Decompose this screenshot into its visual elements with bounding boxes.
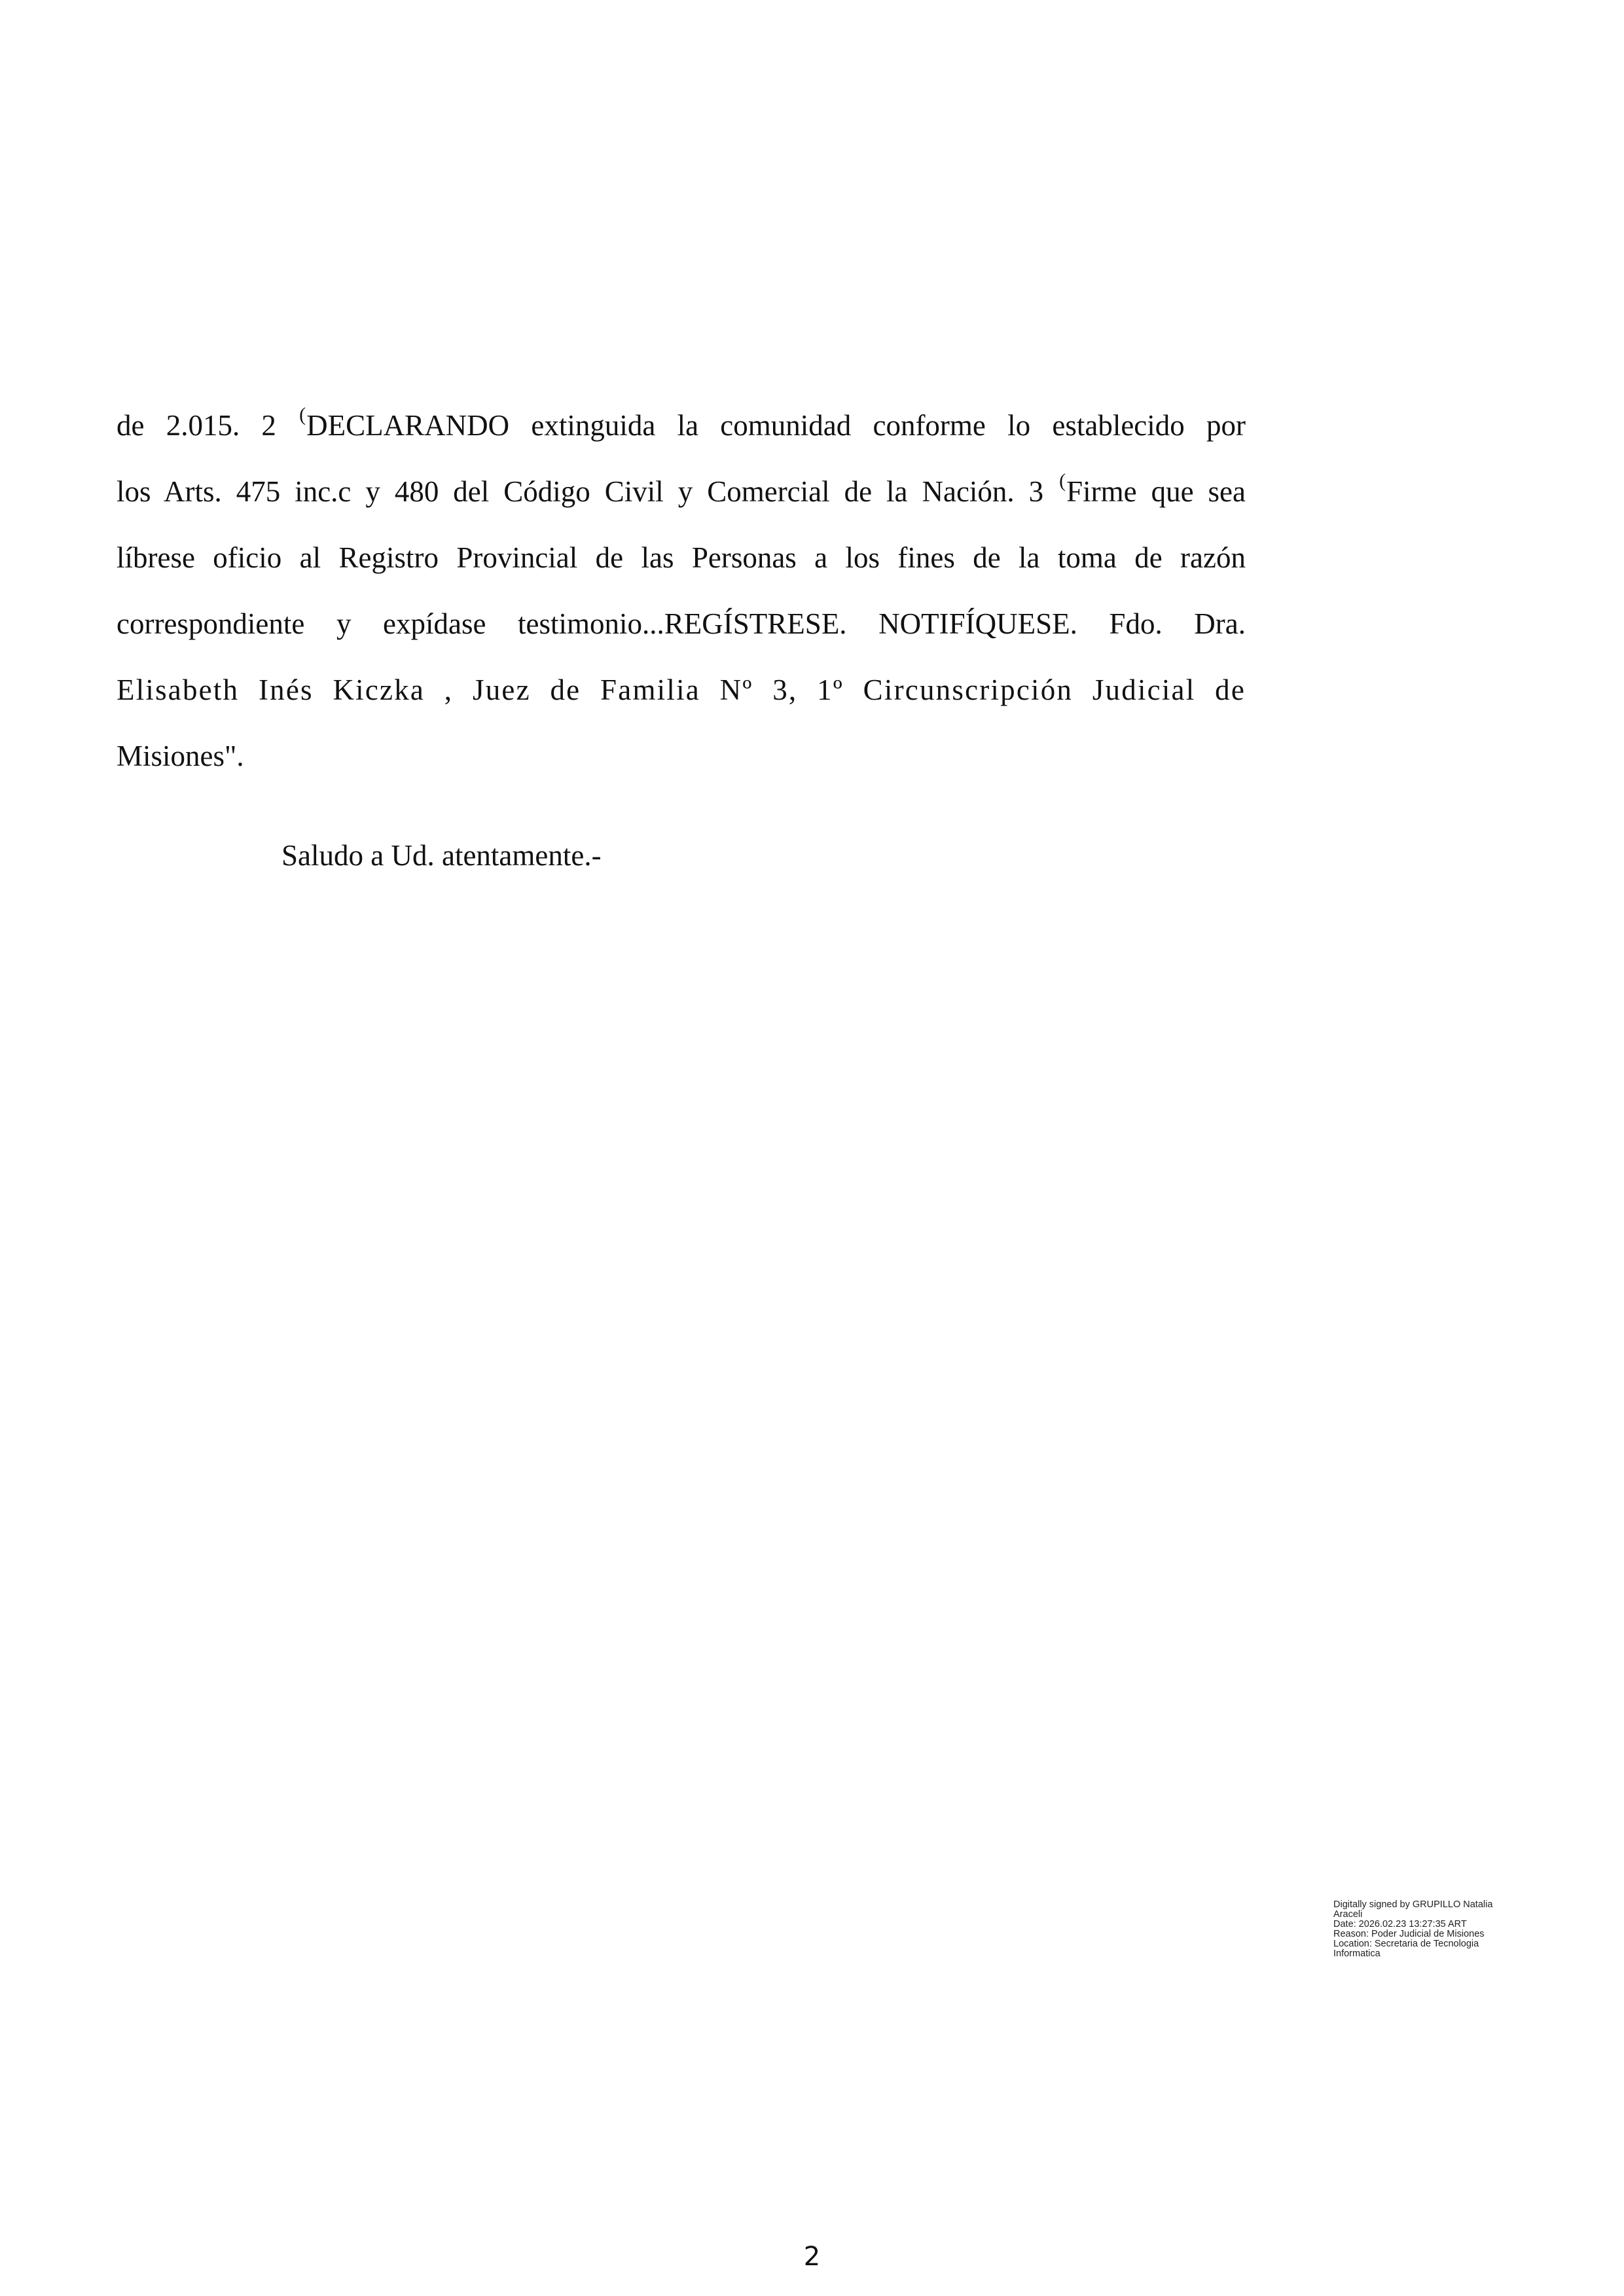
body-line-2-start: los Arts. 475 inc.c y 480 del Código Civil y Comercial de la Nación. 3 xyxy=(117,475,1044,508)
paren-mark: ( xyxy=(299,404,306,425)
signature-signer: Digitally signed by GRUPILLO Natalia xyxy=(1333,1899,1493,1910)
signature-location: Location: Secretaria de Tecnologia xyxy=(1333,1939,1479,1949)
body-line-1-end: DECLARANDO extinguida la comunidad conforme lo establecido por xyxy=(306,409,1246,442)
body-line-4: correspondiente y expídase testimonio...REGÍSTRESE. NOTIFÍQUESE. Fdo. Dra. xyxy=(117,607,1246,640)
body-line-2-end: Firme que sea xyxy=(1066,475,1246,508)
signature-signer-cont: Araceli xyxy=(1333,1909,1363,1920)
paren-mark: ( xyxy=(1059,470,1066,492)
body-line-6: Misiones". xyxy=(117,740,244,772)
signature-location-cont: Informatica xyxy=(1333,1948,1380,1959)
body-paragraph xyxy=(117,393,1246,789)
closing-salutation: Saludo a Ud. atentamente.- xyxy=(281,839,602,872)
signature-date: Date: 2026.02.23 13:27:35 ART xyxy=(1333,1919,1467,1929)
body-line-3: líbrese oficio al Registro Provincial de las Personas a los fines de la toma de razón xyxy=(117,541,1246,574)
body-line-1 xyxy=(117,393,1246,459)
digital-signature-stamp xyxy=(1333,1900,1530,1959)
body-line-5: Elisabeth Inés Kiczka , Juez de Familia Nº 3, 1º Circunscripción Judicial de xyxy=(117,673,1246,706)
page-number: 2 xyxy=(803,2242,821,2272)
body-line-1-start: de 2.015. 2 xyxy=(117,409,276,442)
body-line-2 xyxy=(117,459,1246,525)
signature-reason: Reason: Poder Judicial de Misiones xyxy=(1333,1929,1485,1939)
